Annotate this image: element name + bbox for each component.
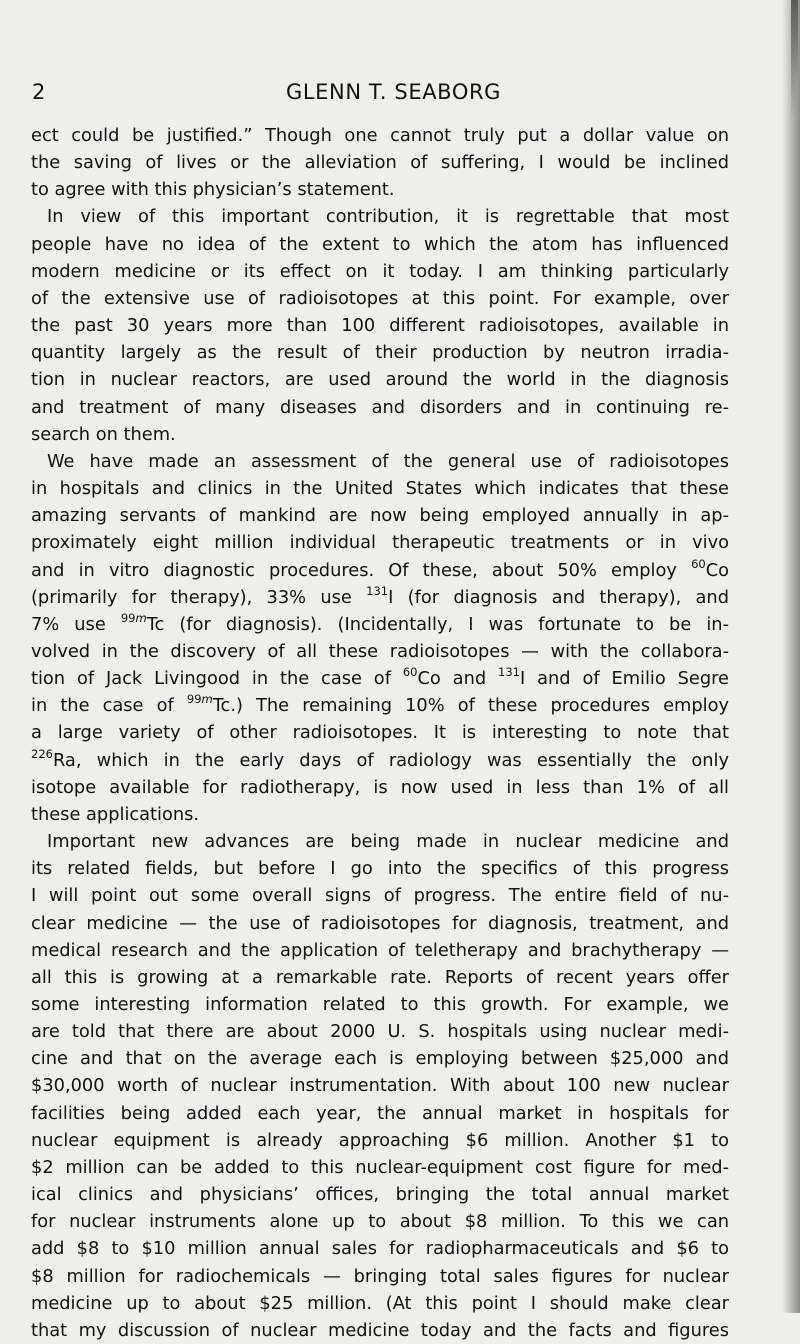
- text-line: these applications.: [31, 803, 200, 825]
- text-line: [31, 584, 729, 611]
- text-line: of the extensive use of radioisotopes at this point. For example, over: [31, 287, 729, 309]
- text-line: are told that there are about 2000 U. S. hospitals using nuclear medi-: [31, 1021, 729, 1043]
- text-fragment: (primarily for therapy), 33% use: [31, 586, 367, 608]
- text-line: some interesting information related to this growth. For example, we: [31, 994, 729, 1015]
- paragraph-start-line: We have made an assessment of the general use of radioisotopes: [47, 450, 729, 472]
- text-line: $8 million for radiochemicals — bringing total sales figures for nuclear: [31, 1265, 729, 1287]
- text-fragment: and in vitro diagnostic procedures. Of these, about 50% employ: [31, 559, 692, 581]
- text-line: ical clinics and physicians’ offices, bringing the total annual market: [31, 1184, 729, 1206]
- text-fragment: Tc (for diagnosis). (Incidentally, I was fortunate to be in-: [146, 613, 729, 635]
- metastable-marker: m: [201, 692, 213, 707]
- text-line: isotope available for radiotherapy, is now used in less than 1% of all: [31, 776, 729, 798]
- text-fragment: I and of Emilio Segre: [519, 668, 729, 690]
- text-line: [31, 557, 729, 584]
- text-fragment: 7% use: [31, 613, 121, 635]
- isotope-mass-number: 226: [31, 746, 53, 761]
- text-line: cine and that on the average each is employing between $25,000 and: [31, 1048, 729, 1070]
- text-line: [31, 611, 729, 638]
- text-line: $2 million can be added to this nuclear-equipment cost figure for med-: [31, 1156, 729, 1178]
- text-line: that my discussion of nuclear medicine today and the facts and figures: [31, 1319, 729, 1341]
- text-line: I will point out some overall signs of progress. The entire field of nu-: [31, 885, 729, 907]
- text-line: for nuclear instruments alone up to about $8 million. To this we can: [31, 1211, 729, 1233]
- isotope-mass-number: 60: [402, 665, 418, 680]
- text-line: tion in nuclear reactors, are used around the world in the diagnosis: [31, 369, 729, 391]
- text-line: to agree with this physician’s statement.: [31, 179, 395, 201]
- page-number: 2: [32, 80, 46, 104]
- isotope-mass-value: 99: [186, 692, 202, 707]
- paragraph-start-line: In view of this important contribution, it is regrettable that most: [47, 206, 729, 228]
- text-line: amazing servants of mankind are now being employed annually in ap-: [31, 505, 729, 527]
- text-line: [31, 747, 729, 774]
- text-line: medical research and the application of teletherapy and brachytherapy —: [31, 939, 729, 961]
- text-line: $30,000 worth of nuclear instrumentation. With about 100 new nuclear: [31, 1075, 729, 1097]
- text-line: nuclear equipment is already approaching $6 million. Another $1 to: [31, 1129, 729, 1151]
- page-edge-shadow: [782, 0, 800, 1313]
- text-fragment: tion of Jack Livingood in the case of: [31, 668, 403, 690]
- paragraph-start-line: Important new advances are being made in nuclear medicine and: [47, 831, 729, 853]
- text-line: medicine up to about $25 million. (At this point I should make clear: [31, 1292, 729, 1314]
- isotope-mass-number: 131: [498, 665, 520, 680]
- text-line: clear medicine — the use of radioisotopes for diagnosis, treatment, and: [31, 912, 729, 934]
- body-text: [31, 122, 729, 1344]
- text-fragment: Tc.) The remaining 10% of these procedures employ: [212, 695, 729, 717]
- text-line: its related fields, but before I go into the specifics of this progress: [31, 858, 729, 880]
- text-line: people have no idea of the extent to which the atom has influenced: [31, 233, 729, 255]
- text-line: [31, 692, 729, 719]
- text-line: and treatment of many diseases and disorders and in continuing re-: [31, 396, 729, 418]
- text-line: proximately eight million individual therapeutic treatments or in vivo: [31, 532, 729, 554]
- isotope-mass-number: 60: [691, 556, 706, 571]
- text-line: all this is growing at a remarkable rate. Reports of recent years offer: [31, 966, 729, 988]
- text-fragment: Ra, which in the early days of radiology was essentially the only: [52, 749, 729, 771]
- text-fragment: Co: [705, 559, 729, 581]
- text-line: in hospitals and clinics in the United States which indicates that these: [31, 478, 729, 500]
- text-line: the saving of lives or the alleviation of suffering, I would be inclined: [31, 152, 729, 174]
- text-line: the past 30 years more than 100 different radioisotopes, available in: [31, 315, 729, 337]
- text-line: quantity largely as the result of their production by neutron irradia-: [31, 342, 729, 364]
- text-line: [31, 665, 729, 692]
- page-header: [32, 80, 732, 108]
- text-line: search on them.: [31, 423, 176, 445]
- isotope-mass-number: [121, 611, 147, 625]
- text-fragment: in the case of: [31, 695, 187, 717]
- text-line: a large variety of other radioisotopes. It is interesting to note that: [31, 722, 729, 744]
- metastable-marker: m: [135, 610, 147, 625]
- text-fragment: I (for diagnosis and therapy), and: [388, 586, 729, 608]
- isotope-mass-number: 131: [366, 583, 389, 598]
- text-line: modern medicine or its effect on it today. I am thinking particularly: [31, 260, 729, 282]
- binding-mark: [791, 0, 798, 120]
- text-fragment: Co and: [417, 668, 499, 690]
- text-line: ect could be justified.” Though one cannot truly put a dollar value on: [31, 125, 729, 146]
- running-head: GLENN T. SEABORG: [286, 80, 502, 104]
- isotope-mass-value: 99: [120, 610, 136, 625]
- isotope-mass-number: [187, 692, 213, 706]
- text-line: add $8 to $10 million annual sales for radiopharmaceuticals and $6 to: [31, 1238, 729, 1260]
- text-line: volved in the discovery of all these radioisotopes — with the collabora-: [31, 640, 729, 662]
- text-line: facilities being added each year, the annual market in hospitals for: [31, 1102, 729, 1124]
